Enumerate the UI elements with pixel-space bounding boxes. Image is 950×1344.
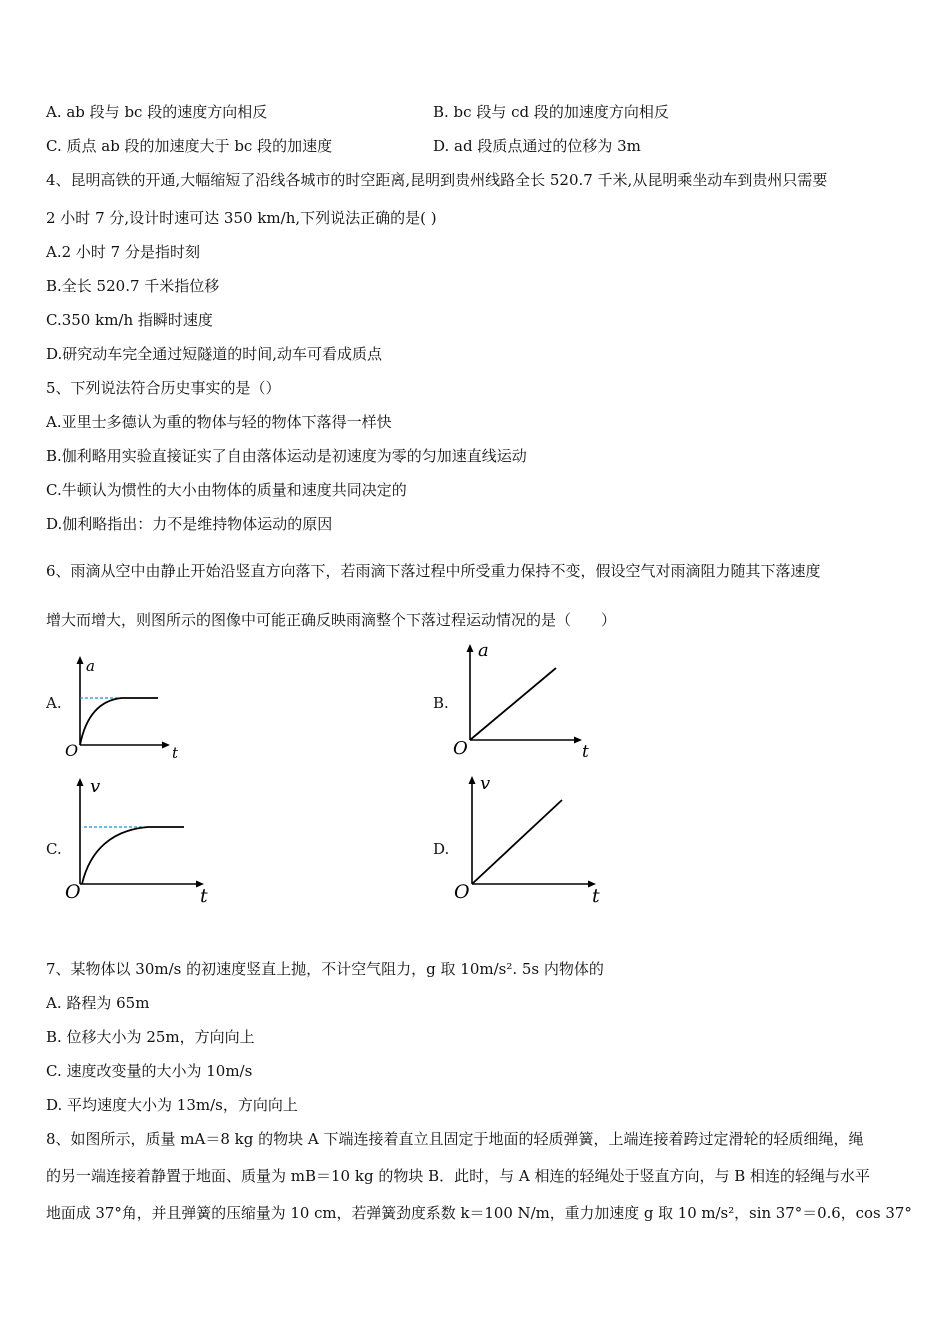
graph-d-line	[472, 800, 562, 884]
q5-stem: 5、下列说法符合历史事实的是（）	[46, 379, 281, 397]
graph-b-line	[470, 668, 556, 740]
graph-c	[60, 772, 220, 907]
q4-stem-line-2: 2 小时 7 分,设计时速可达 350 km/h,下列说法正确的是( )	[46, 209, 437, 227]
graph-d-label: D.	[433, 840, 450, 858]
q3-option-a: A. ab 段与 bc 段的速度方向相反	[46, 103, 268, 121]
graph-a-x-label: t	[172, 744, 179, 762]
q5-option-b: B.伽利略用实验直接证实了自由落体运动是初速度为零的匀加速直线运动	[46, 447, 527, 465]
q4-option-b: B.全长 520.7 千米指位移	[46, 277, 220, 295]
graph-a-x-arrow	[162, 742, 170, 749]
q3-option-b: B. bc 段与 cd 段的加速度方向相反	[433, 103, 669, 121]
graph-a-label: A.	[46, 694, 62, 712]
graph-b-y-label: a	[478, 640, 489, 661]
q4-option-d: D.研究动车完全通过短隧道的时间,动车可看成质点	[46, 345, 383, 363]
q8-line-2: 的另一端连接着静置于地面、质量为 mB＝10 kg 的物块 B．此时，与 A 相连的轻绳处于竖直方向，与 B 相连的轻绳与水平	[46, 1167, 871, 1185]
graph-a-curve	[80, 698, 158, 745]
graph-c-y-arrow	[77, 778, 84, 786]
graph-c-label: C.	[46, 840, 62, 858]
q6-stem-line-1: 6、雨滴从空中由静止开始沿竖直方向落下，若雨滴下落过程中所受重力保持不变，假设空气对雨滴阻力随其下落速度	[46, 562, 821, 580]
q7-option-d: D. 平均速度大小为 13m/s，方向向上	[46, 1096, 298, 1114]
graph-c-origin: O	[65, 881, 81, 903]
graph-b-x-arrow	[574, 737, 582, 744]
graph-a-y-label: a	[86, 657, 95, 675]
graph-a	[60, 650, 190, 765]
graph-b-label: B.	[433, 694, 449, 712]
q3-option-d: D. ad 段质点通过的位移为 3m	[433, 137, 641, 155]
q7-option-b: B. 位移大小为 25m，方向向上	[46, 1028, 255, 1046]
graph-b	[450, 640, 600, 765]
q4-option-a: A.2 小时 7 分是指时刻	[46, 243, 200, 261]
q3-option-c: C. 质点 ab 段的加速度大于 bc 段的加速度	[46, 137, 333, 155]
q5-option-a: A.亚里士多德认为重的物体与轻的物体下落得一样快	[46, 413, 392, 431]
q7-stem: 7、某物体以 30m/s 的初速度竖直上抛，不计空气阻力，g 取 10m/s². 5s 内物体的	[46, 960, 604, 978]
graph-a-origin: O	[65, 741, 79, 760]
graph-c-curve	[82, 827, 184, 884]
graph-d-y-label: v	[480, 773, 491, 794]
graph-c-x-label: t	[200, 885, 208, 907]
graph-a-y-arrow	[77, 656, 84, 664]
q5-option-c: C.牛顿认为惯性的大小由物体的质量和速度共同决定的	[46, 481, 407, 499]
q5-option-d: D.伽利略指出：力不是维持物体运动的原因	[46, 515, 333, 533]
q4-stem-line-1: 4、昆明高铁的开通,大幅缩短了沿线各城市的时空距离,昆明到贵州线路全长 520.7 千米,从昆明乘坐动车到贵州只需要	[46, 171, 828, 189]
graph-b-x-label: t	[582, 742, 589, 762]
graph-d-x-label: t	[592, 885, 600, 907]
q4-option-c: C.350 km/h 指瞬时速度	[46, 311, 213, 329]
q7-option-a: A. 路程为 65m	[46, 994, 150, 1012]
q8-line-3: 地面成 37°角，并且弹簧的压缩量为 10 cm，若弹簧劲度系数 k＝100 N/m，重力加速度 g 取 10 m/s²，sin 37°＝0.6，cos 37°	[46, 1204, 912, 1222]
q6-stem-line-2: 增大而增大，则图所示的图像中可能正确反映雨滴整个下落过程运动情况的是（ ）	[46, 611, 617, 629]
graph-b-y-arrow	[467, 644, 474, 652]
graph-b-origin: O	[453, 738, 468, 759]
q7-option-c: C. 速度改变量的大小为 10m/s	[46, 1062, 253, 1080]
graph-d-y-arrow	[469, 776, 476, 784]
graph-c-y-label: v	[90, 776, 101, 797]
q8-line-1: 8、如图所示，质量 mA＝8 kg 的物块 A 下端连接着直立且固定于地面的轻质弹簧，上端连接着跨过定滑轮的轻质细绳，绳	[46, 1130, 864, 1148]
graph-d	[452, 770, 612, 907]
graph-d-origin: O	[454, 881, 470, 903]
